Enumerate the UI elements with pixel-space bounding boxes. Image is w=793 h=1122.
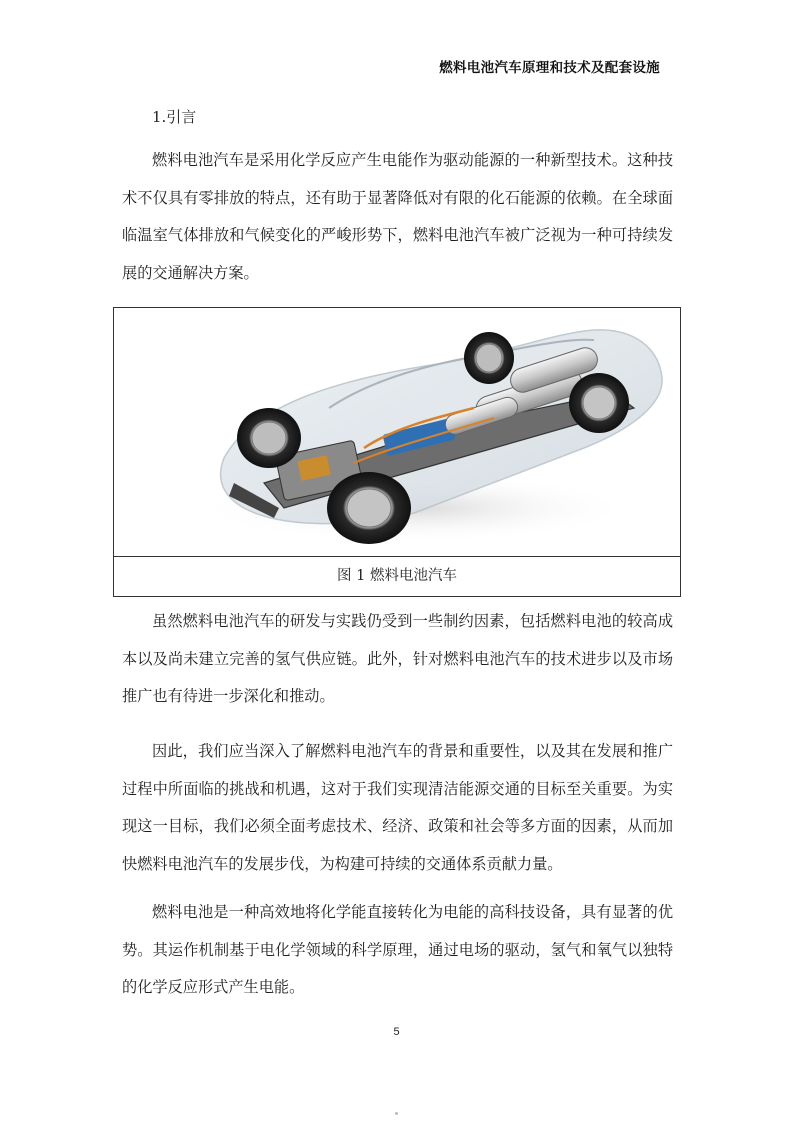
figure-caption: 图 1 燃料电池汽车 xyxy=(337,568,457,584)
section-heading: 1.引言 xyxy=(152,108,197,126)
figure-frame xyxy=(113,307,681,597)
page-end-marker xyxy=(395,1112,398,1115)
fuel-cell-car-image xyxy=(114,308,680,556)
running-header: 燃料电池汽车原理和技术及配套设施 xyxy=(439,60,660,76)
paragraph-intro: 燃料电池汽车是采用化学反应产生电能作为驱动能源的一种新型技术。这种技术不仅具有零排放的特点，还有助于显著降低对有限的化石能源的依赖。在全球面临温室气体排放和气候变化的严峻形势下，燃料电池汽车被广泛视为一种可持续发展的交通解决方案。 xyxy=(122,151,673,282)
page-number: 5 xyxy=(393,1026,400,1038)
paragraph-challenges: 虽然燃料电池汽车的研发与实践仍受到一些制约因素，包括燃料电池的较高成本以及尚未建立完善的氢气供应链。此外，针对燃料电池汽车的技术进步以及市场推广也有待进一步深化和推动。 xyxy=(122,612,673,705)
paragraph-fuel-cell-principle: 燃料电池是一种高效地将化学能直接转化为电能的高科技设备，具有显著的优势。其运作机制基于电化学领域的科学原理，通过电场的驱动，氢气和氧气以独特的化学反应形式产生电能。 xyxy=(122,903,673,996)
paragraph-importance: 因此，我们应当深入了解燃料电池汽车的背景和重要性，以及其在发展和推广过程中所面临的挑战和机遇，这对于我们实现清洁能源交通的目标至关重要。为实现这一目标，我们必须全面考虑技术、经济、政策和社会等多方面的因素，从而加快燃料电池汽车的发展步伐，为构建可持续的交通体系贡献力量。 xyxy=(122,742,673,873)
